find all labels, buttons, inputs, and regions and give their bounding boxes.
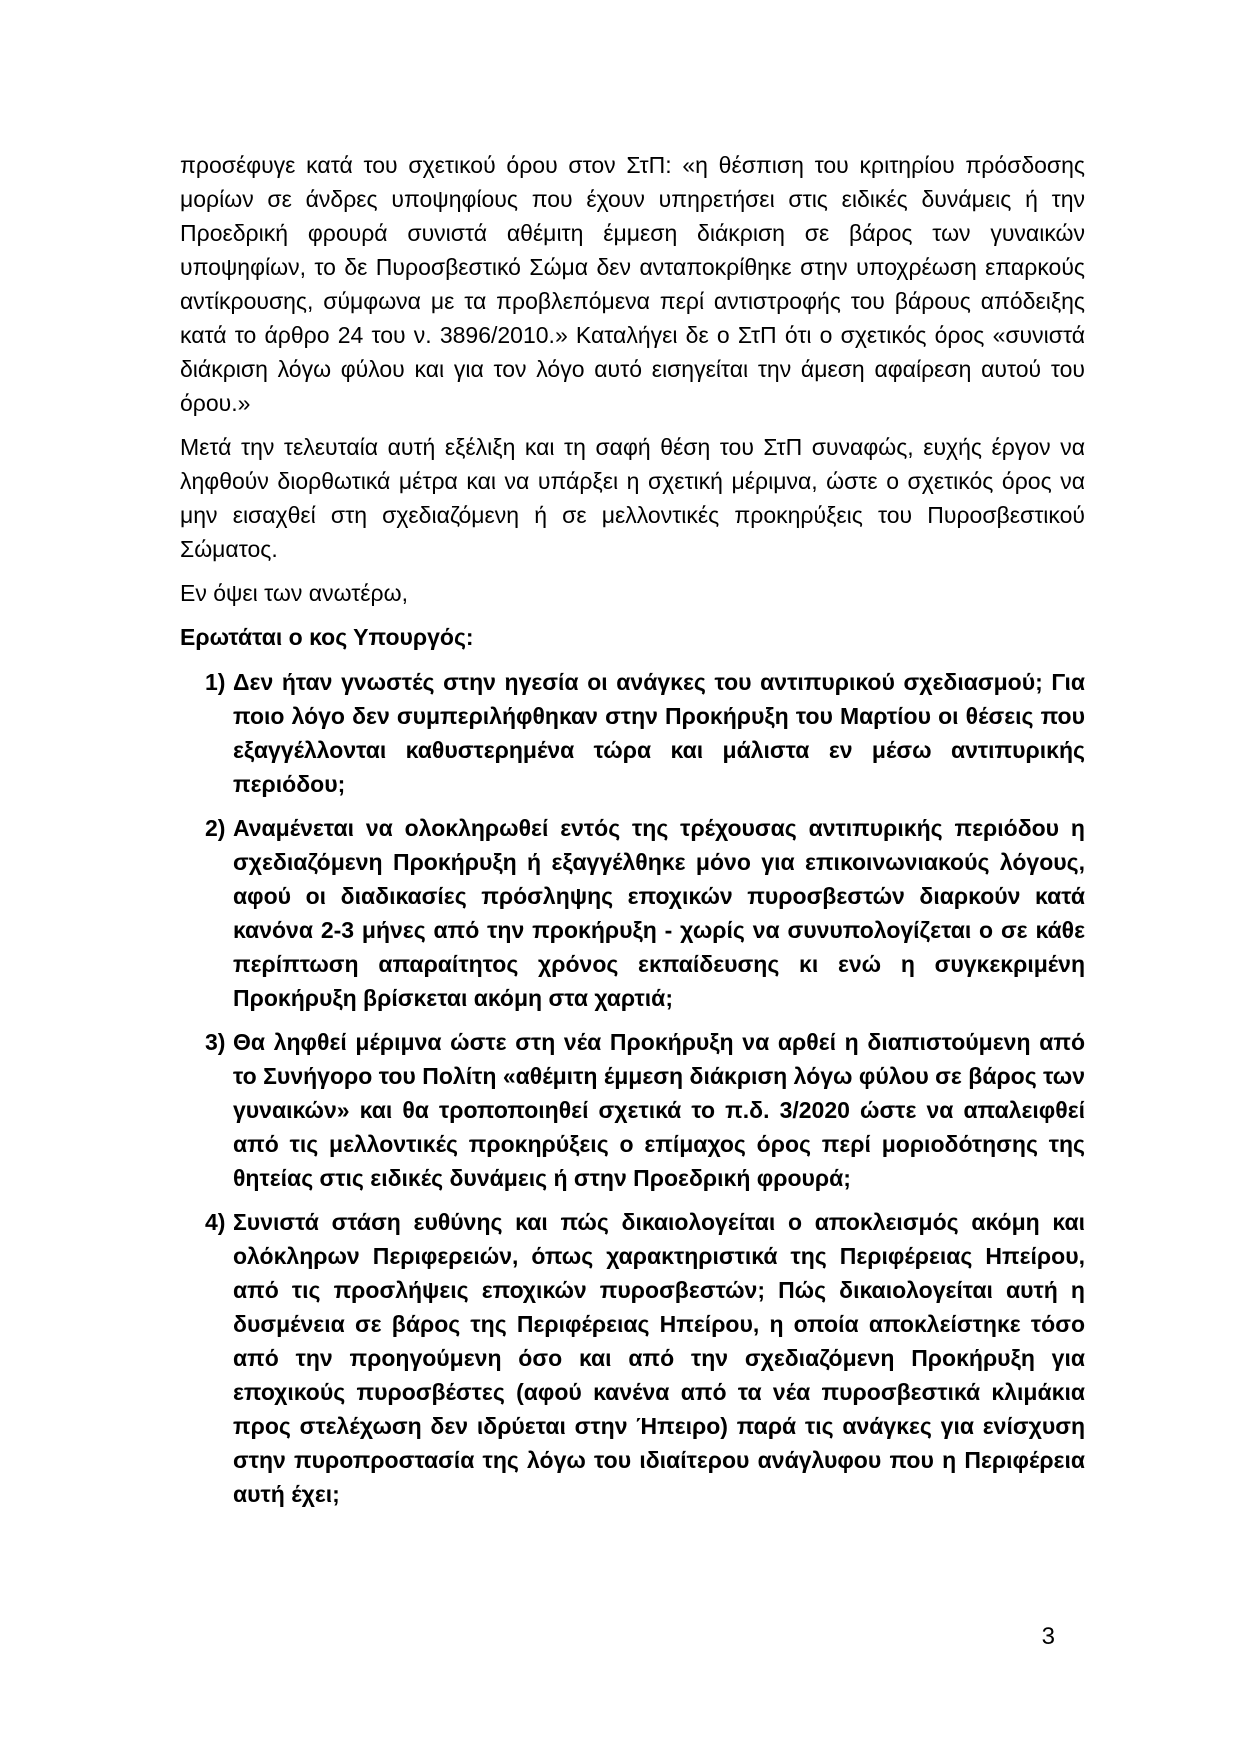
paragraph-corrective-measures: Μετά την τελευταία αυτή εξέλιξη και τη σαφή θέση του ΣτΠ συναφώς, ευχής έργον να ληφθούν διορθωτικά μέτρα και να υπάρξει η σχετική μέριμνα, ώστε ο σχετικός όρος να μην εισαχθεί στη σχεδιαζόμενη ή σε μελλοντικές προκηρύξεις του Πυροσβεστικού Σώματος. — [180, 434, 1085, 562]
question-number: 4) — [205, 1209, 226, 1235]
question-text: Αναμένεται να ολοκληρωθεί εντός της τρέχουσας αντιπυρικής περιόδου η σχεδιαζόμενη Προκήρυξη ή εξαγγέλθηκε μόνο για επικοινωνιακούς λόγους, αφού οι διαδικασίες πρόσληψης εποχικών πυροσβεστών διαρκούν κατά κανόνα 2-3 μήνες από την προκήρυξη - χωρίς να συνυπολογίζεται ο σε κάθε περίπτωση απαραίτητος χρόνος εκπαίδευσης κι ενώ η συγκεκριμένη Προκήρυξη βρίσκεται ακόμη στα χαρτιά; — [233, 815, 1085, 1011]
question-text: Δεν ήταν γνωστές στην ηγεσία οι ανάγκες του αντιπυρικού σχεδιασμού; Για ποιο λόγο δεν συμπεριλήφθηκαν στην Προκήρυξη του Μαρτίου οι θέσεις που εξαγγέλλονται καθυστερημένα τώρα και μάλιστα εν μέσω αντιπυρικής περιόδου; — [233, 669, 1085, 797]
paragraph-ombudsman-finding: προσέφυγε κατά του σχετικού όρου στον ΣτΠ: «η θέσπιση του κριτηρίου πρόσδοσης μορίων σε άνδρες υποψηφίους που έχουν υπηρετήσει στις ειδικές δυνάμεις ή την Προεδρική φρουρά συνιστά αθέμιτη έμμεση διάκριση σε βάρος των γυναικών υποψηφίων, το δε Πυροσβεστικό Σώμα δεν ανταποκρίθηκε στην υποχρέωση επαρκούς αντίκρουσης, σύμφωνα με τα προβλεπόμενα περί αντιστροφής του βάρους απόδειξης κατά το άρθρο 24 του ν. 3896/2010.» Καταλήγει δε ο ΣτΠ ότι ο σχετικός όρος «συνιστά διάκριση λόγω φύλου και για τον λόγο αυτό εισηγείται την άμεση αφαίρεση αυτού του όρου.» — [180, 152, 1085, 416]
question-item-3 — [180, 1025, 1085, 1195]
questions-heading: Ερωτάται ο κος Υπουργός: — [180, 624, 474, 650]
question-item-1 — [180, 665, 1085, 801]
page-number: 3 — [1041, 1623, 1055, 1650]
question-number: 3) — [205, 1029, 226, 1055]
question-text: Συνιστά στάση ευθύνης και πώς δικαιολογείται ο αποκλεισμός ακόμη και ολόκληρων Περιφερειών, όπως χαρακτηριστικά της Περιφέρειας Ηπείρου, από τις προσλήψεις εποχικών πυροσβεστών; Πώς δικαιολογείται αυτή η δυσμένεια σε βάρος της Περιφέρειας Ηπείρου, η οποία αποκλείστηκε τόσο από την προηγούμενη όσο και από την σχεδιαζόμενη Προκήρυξη για εποχικούς πυροσβέστες (αφού κανένα από τα νέα πυροσβεστικά κλιμάκια προς στελέχωση δεν ιδρύεται στην Ήπειρο) παρά τις ανάγκες για ενίσχυση στην πυροπροστασία της λόγω του ιδιαίτερου ανάγλυφου που η Περιφέρεια αυτή έχει; — [233, 1209, 1085, 1507]
question-list — [180, 665, 1085, 1511]
intro-line: Εν όψει των ανωτέρω, — [180, 580, 408, 606]
question-item-4 — [180, 1205, 1085, 1511]
document-content — [180, 148, 1085, 1521]
question-number: 2) — [205, 815, 226, 841]
question-number: 1) — [205, 669, 226, 695]
question-item-2 — [180, 811, 1085, 1015]
question-text: Θα ληφθεί μέριμνα ώστε στη νέα Προκήρυξη να αρθεί η διαπιστούμενη από το Συνήγορο του Πολίτη «αθέμιτη έμμεση διάκριση λόγω φύλου σε βάρος των γυναικών» και θα τροποποιηθεί σχετικά το π.δ. 3/2020 ώστε να απαλειφθεί από τις μελλοντικές προκηρύξεις ο επίμαχος όρος περί μοριοδότησης της θητείας στις ειδικές δυνάμεις ή στην Προεδρική φρουρά; — [233, 1029, 1085, 1191]
